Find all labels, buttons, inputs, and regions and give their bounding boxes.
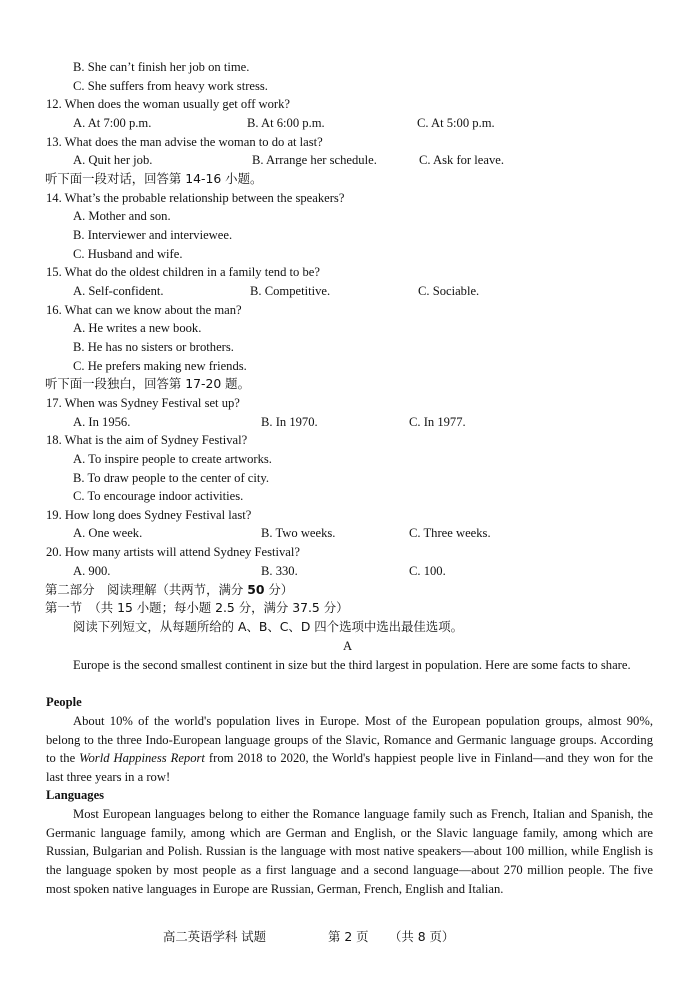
q13-option-c: C. Ask for leave. [419,153,504,167]
q20-option-b: B. 330. [261,564,298,578]
q15-stem: 15. What do the oldest children in a family tend to be? [46,265,320,279]
q16-option-c: C. He prefers making new friends. [73,359,247,373]
q11-option-c: C. She suffers from heavy work stress. [73,79,268,93]
q16-option-a: A. He writes a new book. [73,321,202,335]
q16-stem: 16. What can we know about the man? [46,303,242,317]
q17-option-a: A. In 1956. [73,415,131,429]
q12-option-a: A. At 7:00 p.m. [73,116,152,130]
q14-option-c: C. Husband and wife. [73,247,183,261]
footer-subject: 高二英语学科 试题 [163,929,267,944]
q15-option-c: C. Sociable. [418,284,480,298]
q17-option-c: C. In 1977. [409,415,466,429]
q19-stem: 19. How long does Sydney Festival last? [46,508,252,522]
q20-option-c: C. 100. [409,564,446,578]
people-heading: People [46,695,82,709]
part2-score: 50 [247,582,265,597]
section1-heading: 第一节 （共 15 小题；每小题 2.5 分，满分 37.5 分） [45,600,349,615]
q15-option-a: A. Self-confident. [73,284,164,298]
people-text-1: About 10% of the world's population lives in Europe. Most of the European population groups, almost 90%, belong to the three Indo-European language groups of the Slavic, Romance and Germanic language groups. According to the [46,714,653,766]
q14-option-b: B. Interviewer and interviewee. [73,228,233,242]
q12-option-c: C. At 5:00 p.m. [417,116,495,130]
q12-option-b: B. At 6:00 p.m. [247,116,325,130]
part2-heading-pre: 第二部分 阅读理解（共两节，满分 [45,582,248,597]
part2-heading-post: 分） [264,582,294,597]
q19-option-a: A. One week. [73,526,143,540]
q13-option-a: A. Quit her job. [73,153,153,167]
q14-option-a: A. Mother and son. [73,209,171,223]
q17-stem: 17. When was Sydney Festival set up? [46,396,240,410]
passage-label: A [342,639,353,653]
q13-option-b: B. Arrange her schedule. [252,153,377,167]
q12-stem: 12. When does the woman usually get off work? [46,97,291,111]
q18-option-c: C. To encourage indoor activities. [73,489,244,503]
q18-option-a: A. To inspire people to create artworks. [73,452,272,466]
languages-heading: Languages [46,788,105,802]
people-text-2: from 2018 to 2020, the World's happiest people live in Finland—and they won for the last three years in a row! [46,751,654,785]
q16-option-b: B. He has no sisters or brothers. [73,340,234,354]
people-paragraph [46,712,653,787]
q18-option-b: B. To draw people to the center of city. [73,471,270,485]
footer-page-number: 第 2 页 [328,929,369,944]
q11-option-b: B. She can’t finish her job on time. [73,60,250,74]
q17-option-b: B. In 1970. [261,415,318,429]
reading-instruction: 阅读下列短文，从每题所给的 A、B、C、D 四个选项中选出最佳选项。 [73,619,463,634]
q18-stem: 18. What is the aim of Sydney Festival? [46,433,248,447]
q20-stem: 20. How many artists will attend Sydney Festival? [46,545,300,559]
part2-heading [45,582,293,598]
q19-option-c: C. Three weeks. [409,526,491,540]
languages-paragraph: Most European languages belong to either the Romance language family such as French, Italian and Spanish, the Germanic language family, among which are German and English, or the Slavic language family, among which are Russian, Bulgarian and Polish. Russian is the language with most native speakers—about 100 million, while English is the language spoken by most people as a first language and a second language—about 270 million people. The five most spoken native languages in Europe are Russian, German, French, English and Italian. [46,807,653,896]
q15-option-b: B. Competitive. [250,284,331,298]
footer-total-pages: （共 8 页） [389,929,455,944]
section-17-20-heading: 听下面一段独白，回答第 17-20 题。 [45,376,250,391]
q19-option-b: B. Two weeks. [261,526,336,540]
report-title: World Happiness Report [79,751,205,766]
passage-intro: Europe is the second smallest continent in size but the third largest in population. Here are some facts to share. [73,658,631,672]
section-14-16-heading: 听下面一段对话，回答第 14-16 小题。 [45,171,263,186]
q14-stem: 14. What’s the probable relationship between the speakers? [46,191,345,205]
q20-option-a: A. 900. [73,564,111,578]
q13-stem: 13. What does the man advise the woman to do at last? [46,135,323,149]
